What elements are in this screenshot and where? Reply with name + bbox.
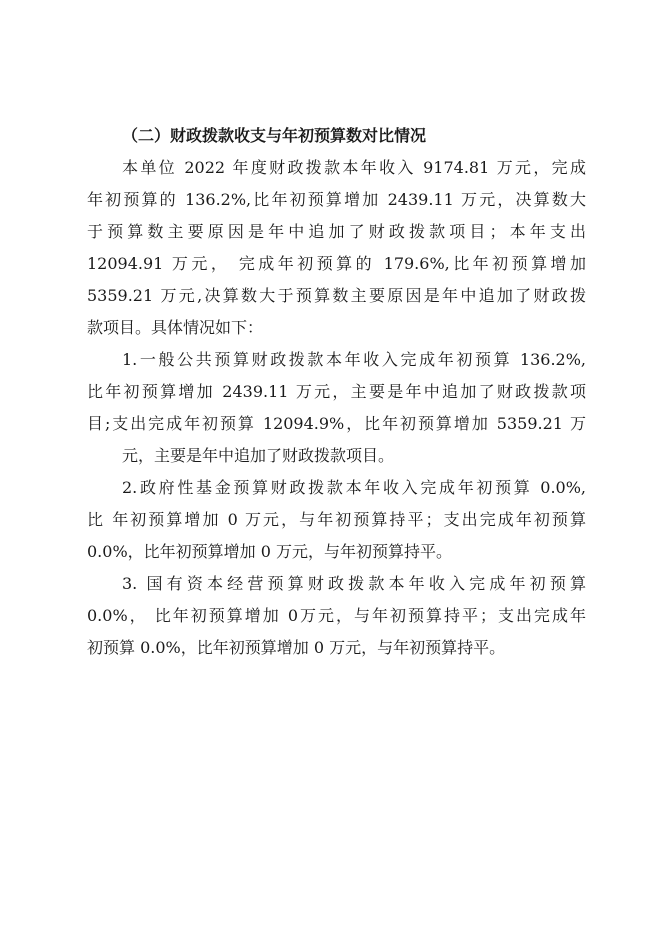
paragraph-line: 1.一般公共预算财政拨款本年收入完成年初预算 136.2%, bbox=[122, 350, 586, 369]
paragraph-line: 元，主要是年中追加了财政拨款项目。 bbox=[122, 446, 395, 465]
paragraph-line: 比 年初预算增加 0 万元，与年初预算持平；支出完成年初预算 bbox=[87, 510, 586, 529]
paragraph-line: 款项目。具体情况如下： bbox=[87, 318, 264, 337]
paragraph-line: 于预算数主要原因是年中追加了财政拨款项目；本年支出 bbox=[87, 222, 586, 241]
paragraph-line: 5359.21 万元,决算数大于预算数主要原因是年中追加了财政拨 bbox=[87, 286, 586, 305]
paragraph-line: 3. 国有资本经营预算财政拨款本年收入完成年初预算 bbox=[122, 574, 586, 593]
paragraph-line: 12094.91 万元， 完成年初预算的 179.6%,比年初预算增加 bbox=[87, 254, 586, 273]
paragraph-line: 目;支出完成年初预算 12094.9%，比年初预算增加 5359.21 万 bbox=[87, 414, 586, 433]
section-heading: （二）财政拨款收支与年初预算数对比情况 bbox=[122, 126, 427, 145]
paragraph-line: 年初预算的 136.2%,比年初预算增加 2439.11 万元，决算数大 bbox=[87, 190, 586, 209]
paragraph-line: 比年初预算增加 2439.11 万元，主要是年中追加了财政拨款项 bbox=[87, 382, 586, 401]
paragraph-line: 0.0%，比年初预算增加 0 万元，与年初预算持平。 bbox=[87, 542, 453, 561]
paragraph-line: 初预算 0.0%，比年初预算增加 0 万元，与年初预算持平。 bbox=[87, 638, 506, 657]
paragraph-line: 2.政府性基金预算财政拨款本年收入完成年初预算 0.0%, bbox=[122, 478, 586, 497]
paragraph-line: 本单位 2022 年度财政拨款本年收入 9174.81 万元，完成 bbox=[122, 158, 586, 177]
paragraph-line: 0.0%， 比年初预算增加 0万元，与年初预算持平；支出完成年 bbox=[87, 606, 586, 625]
